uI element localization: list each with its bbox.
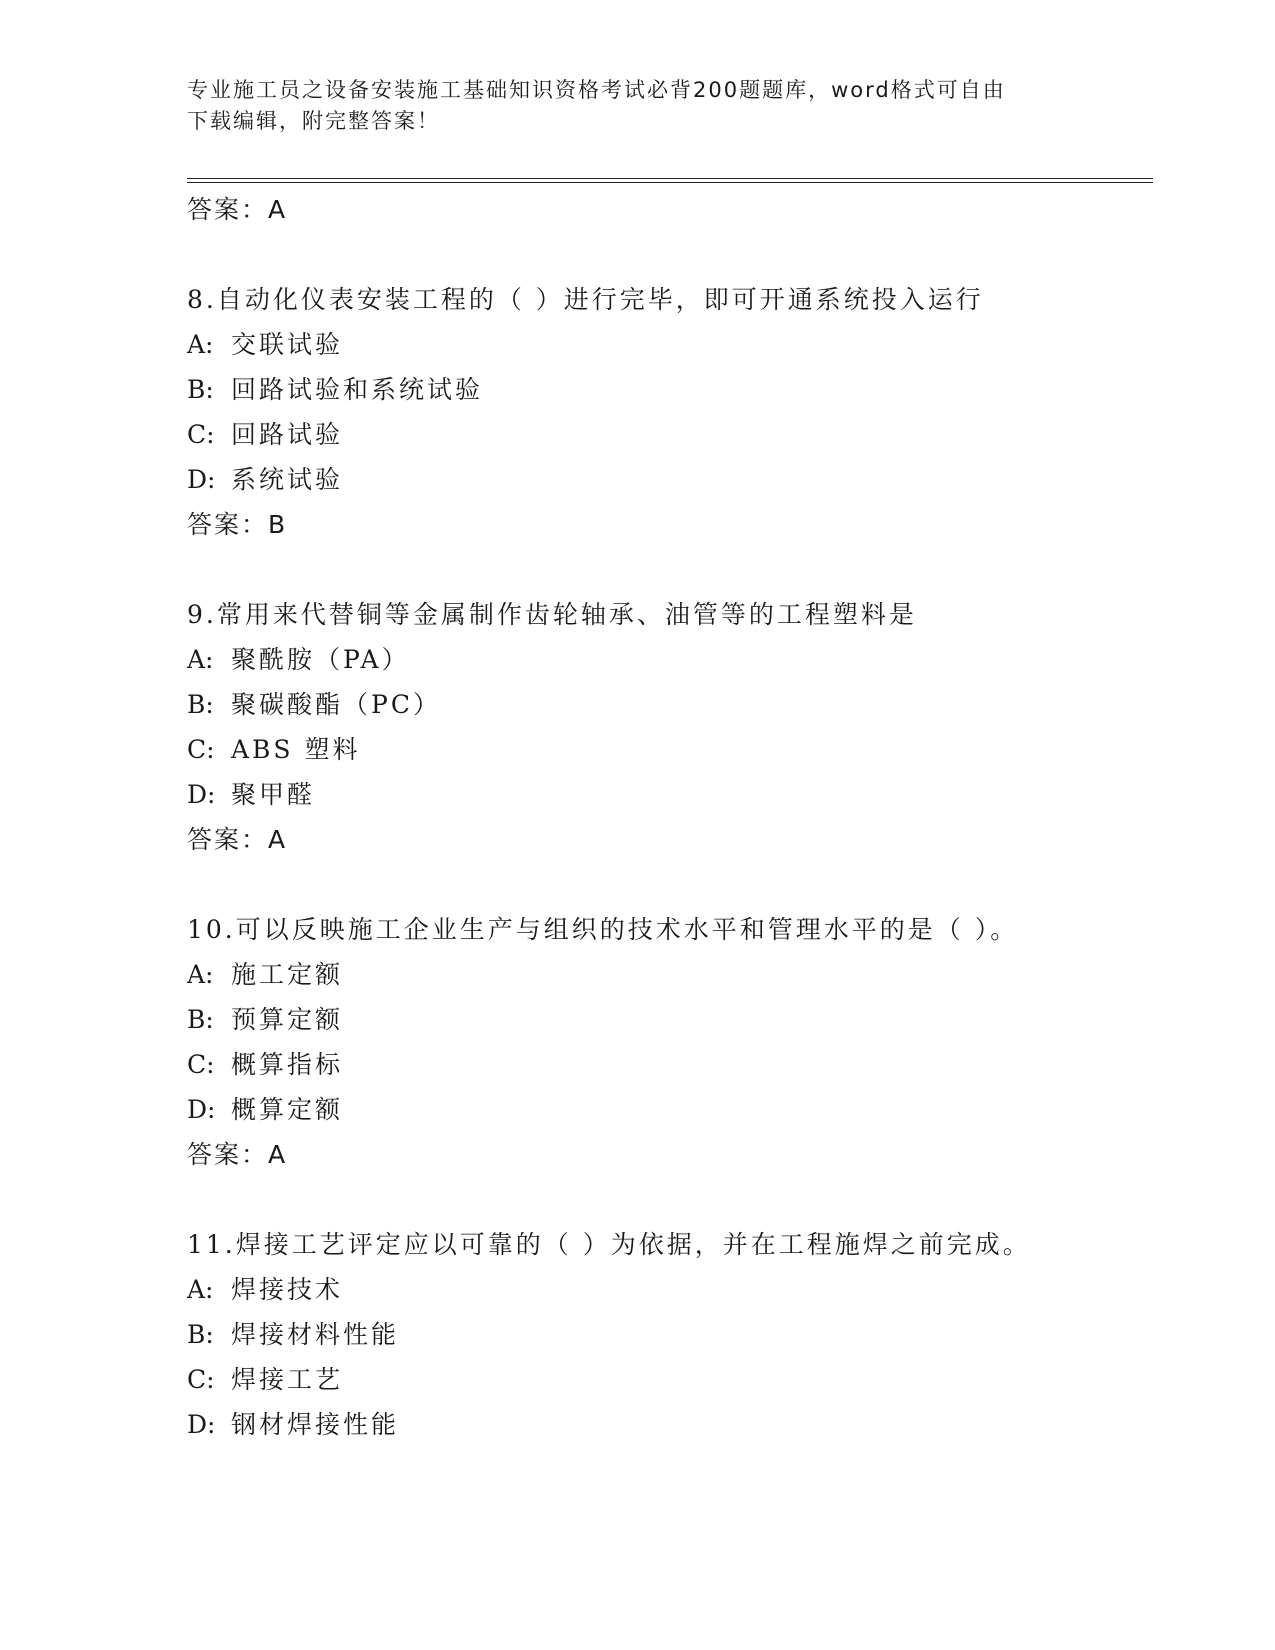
option-label: C: [187, 420, 215, 449]
option-c [187, 733, 1147, 767]
question-title: 8.自动化仪表安装工程的（ ）进行完毕，即可开通系统投入运行 [187, 285, 984, 314]
option-text: 施工定额 [231, 960, 344, 989]
option-text: 焊接技术 [231, 1275, 344, 1304]
option-text: 聚甲醛 [231, 780, 316, 809]
option-label: C: [187, 1365, 215, 1394]
option-label: A: [187, 1275, 214, 1304]
option-text: 概算定额 [231, 1095, 344, 1124]
option-text: 焊接材料性能 [231, 1320, 400, 1349]
previous-answer: 答案：A [187, 195, 288, 224]
option-label: C: [187, 1050, 215, 1079]
question-title: 9.常用来代替铜等金属制作齿轮轴承、油管等的工程塑料是 [187, 600, 917, 629]
option-b [187, 1003, 1147, 1037]
question-title: 11.焊接工艺评定应以可靠的（ ）为依据，并在工程施焊之前完成。 [187, 1230, 1031, 1259]
option-text: 聚酰胺（PA） [231, 645, 410, 674]
option-label: D: [187, 465, 216, 494]
option-text: 回路试验和系统试验 [231, 375, 484, 404]
question-answer: 答案：A [187, 825, 288, 854]
option-label: C: [187, 735, 215, 764]
option-label: A: [187, 645, 214, 674]
option-d [187, 1093, 1147, 1127]
header-line-2: 下载编辑，附完整答案！ [187, 109, 440, 133]
question-title: 10.可以反映施工企业生产与组织的技术水平和管理水平的是（ ）。 [187, 915, 1019, 944]
option-label: B: [187, 1005, 214, 1034]
option-c [187, 418, 1147, 452]
option-a [187, 643, 1147, 677]
header-line-1: 专业施工员之设备安装施工基础知识资格考试必背200题题库，word格式可自由 [187, 78, 1006, 102]
option-b [187, 1318, 1147, 1352]
header-divider [187, 178, 1153, 183]
option-b [187, 373, 1147, 407]
option-text: 预算定额 [231, 1005, 344, 1034]
option-a [187, 328, 1147, 362]
option-d [187, 778, 1147, 812]
option-label: D: [187, 1095, 216, 1124]
option-text: 交联试验 [231, 330, 344, 359]
option-label: B: [187, 1320, 214, 1349]
question-9 [187, 598, 1147, 857]
option-d [187, 463, 1147, 497]
option-text: ABS 塑料 [231, 735, 361, 764]
question-11 [187, 1228, 1147, 1442]
option-c [187, 1048, 1147, 1082]
option-c [187, 1363, 1147, 1397]
option-text: 焊接工艺 [231, 1365, 344, 1394]
option-label: D: [187, 780, 216, 809]
question-10 [187, 913, 1147, 1172]
question-answer: 答案：A [187, 1140, 288, 1169]
question-answer: 答案：B [187, 510, 288, 539]
option-d [187, 1408, 1147, 1442]
option-text: 概算指标 [231, 1050, 344, 1079]
question-8 [187, 283, 1147, 542]
option-label: A: [187, 330, 214, 359]
option-b [187, 688, 1147, 722]
option-text: 回路试验 [231, 420, 344, 449]
option-label: D: [187, 1410, 216, 1439]
option-label: A: [187, 960, 214, 989]
option-a [187, 958, 1147, 992]
option-a [187, 1273, 1147, 1307]
option-label: B: [187, 690, 214, 719]
option-text: 系统试验 [231, 465, 344, 494]
option-label: B: [187, 375, 214, 404]
option-text: 聚碳酸酯（PC） [231, 690, 441, 719]
option-text: 钢材焊接性能 [231, 1410, 400, 1439]
document-header [187, 75, 1087, 137]
